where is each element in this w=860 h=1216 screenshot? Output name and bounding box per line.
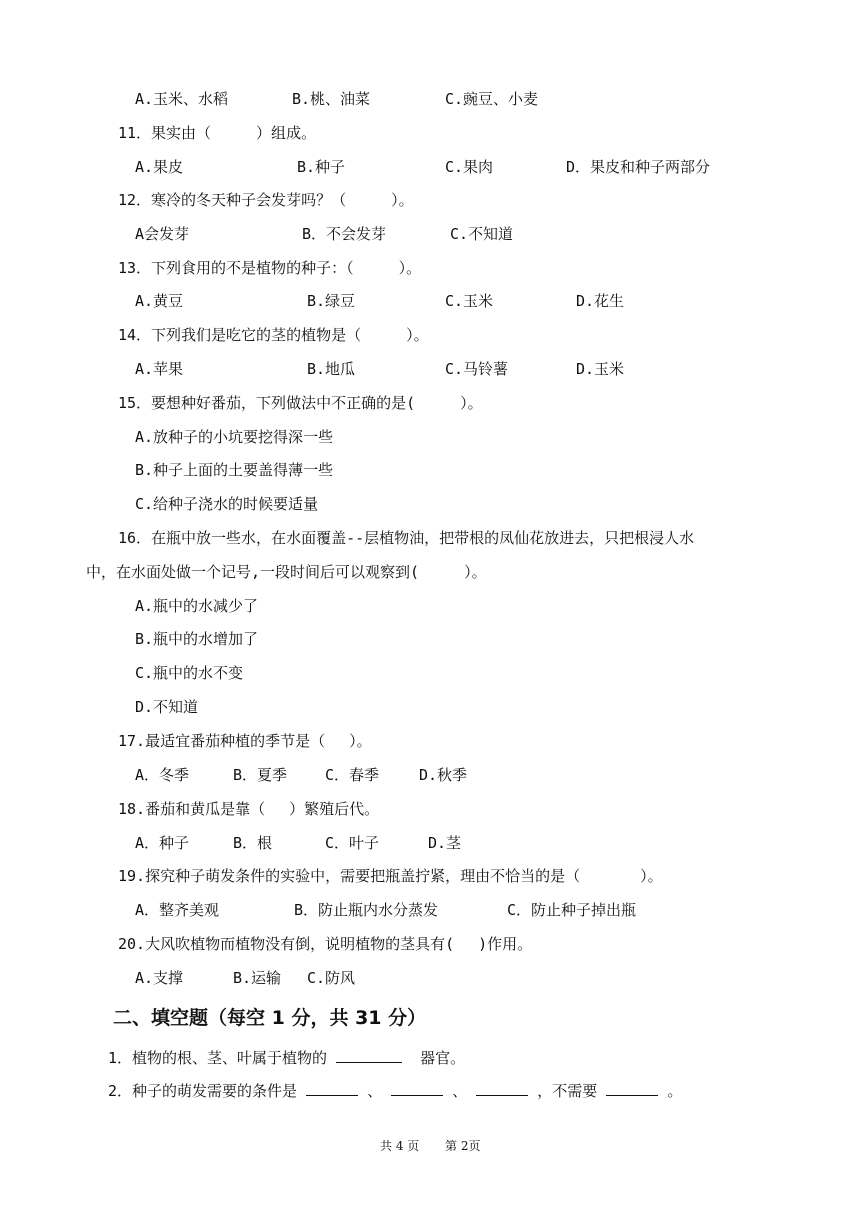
fill-question-1 — [108, 1048, 465, 1068]
q13-option-c: C.玉米 — [445, 292, 494, 310]
q15-option-a: A.放种子的小坑要挖得深一些 — [135, 428, 334, 446]
q14-option-d: D.玉米 — [576, 360, 625, 378]
q13-option-a: A.黄豆 — [135, 292, 184, 310]
q18-option-c: C．叶子 — [325, 834, 380, 852]
q14-option-b: B.地瓜 — [307, 360, 356, 378]
q17-option-a: A．冬季 — [135, 766, 190, 784]
q11-stem: 11．果实由（ ）组成。 — [118, 124, 317, 142]
q17-option-b: B．夏季 — [233, 766, 288, 784]
fill2-prefix: 2．种子的萌发需要的条件是 — [108, 1082, 298, 1100]
fill2-blank-1[interactable] — [306, 1081, 358, 1096]
q11-option-a: A.果皮 — [135, 158, 184, 176]
q12-stem: 12．寒冷的冬天种子会发芽吗？（ ）。 — [118, 191, 414, 209]
q17-option-c: C．春季 — [325, 766, 380, 784]
q11-option-b: B.种子 — [297, 158, 346, 176]
q12-option-b: B．不会发芽 — [302, 225, 387, 243]
q16-option-b: B.瓶中的水增加了 — [135, 630, 259, 648]
q18-stem: 18.番茄和黄瓜是靠（ ）繁殖后代。 — [118, 800, 380, 818]
q10-option-b: B.桃、油菜 — [292, 90, 371, 108]
page-footer-total: 共 4 页 — [380, 1139, 420, 1153]
q19-option-c: C．防止种子掉出瓶 — [507, 901, 637, 919]
q17-stem: 17.最适宜番茄种植的季节是（ ）。 — [118, 732, 372, 750]
q16-option-c: C.瓶中的水不变 — [135, 664, 244, 682]
q18-option-d: D.茎 — [428, 834, 462, 852]
q15-stem: 15．要想种好番茄，下列做法中不正确的是( ）。 — [118, 394, 483, 412]
q14-option-c: C.马铃薯 — [445, 360, 509, 378]
q16-option-d: D.不知道 — [135, 698, 199, 716]
section-heading-fill-in: 二、填空题（每空 1 分，共 31 分） — [113, 1007, 427, 1029]
q11-option-c: C.果肉 — [445, 158, 494, 176]
q14-stem: 14．下列我们是吃它的茎的植物是（ ）。 — [118, 326, 429, 344]
fill2-suffix: 。 — [667, 1082, 683, 1100]
fill1-suffix: 器官。 — [420, 1049, 466, 1067]
fill2-blank-2[interactable] — [391, 1081, 443, 1096]
q13-option-b: B.绿豆 — [307, 292, 356, 310]
q17-option-d: D.秋季 — [419, 766, 468, 784]
q20-stem: 20.大风吹植物而植物没有倒，说明植物的茎具有( )作用。 — [118, 935, 533, 953]
q20-option-a: A.支撑 — [135, 969, 184, 987]
fill1-prefix: 1．植物的根、茎、叶属于植物的 — [108, 1049, 328, 1067]
q13-stem: 13．下列食用的不是植物的种子：（ ）。 — [118, 259, 422, 277]
q18-option-b: B．根 — [233, 834, 273, 852]
q14-option-a: A.苹果 — [135, 360, 184, 378]
q10-option-c: C.豌豆、小麦 — [445, 90, 539, 108]
page-footer-current: 第 2页 — [445, 1139, 481, 1153]
q13-option-d: D.花生 — [576, 292, 625, 310]
q20-option-b: B.运输 — [233, 969, 282, 987]
q16-stem-line1: 16．在瓶中放一些水，在水面覆盖--层植物油，把带根的凤仙花放进去，只把根浸人水 — [118, 529, 695, 547]
q12-option-c: C.不知道 — [450, 225, 514, 243]
q19-option-a: A．整齐美观 — [135, 901, 220, 919]
q15-option-c: C.给种子浇水的时候要适量 — [135, 495, 319, 513]
q16-stem-line2: 中，在水面处做一个记号,一段时间后可以观察到( ）。 — [86, 563, 487, 581]
q15-option-b: B.种子上面的土要盖得薄一些 — [135, 461, 334, 479]
q18-option-a: A．种子 — [135, 834, 190, 852]
q11-option-d: D．果皮和种子两部分 — [566, 158, 711, 176]
q19-option-b: B．防止瓶内水分蒸发 — [294, 901, 439, 919]
fill2-sep-2: 、 — [452, 1082, 468, 1100]
q20-option-c: C.防风 — [307, 969, 356, 987]
q16-option-a: A.瓶中的水减少了 — [135, 597, 259, 615]
fill2-mid: ，不需要 — [537, 1082, 598, 1100]
q10-option-a: A.玉米、水稻 — [135, 90, 229, 108]
fill2-sep-1: 、 — [367, 1082, 383, 1100]
fill1-blank[interactable] — [336, 1048, 402, 1063]
fill2-blank-3[interactable] — [476, 1081, 528, 1096]
q12-option-a: A会发芽 — [135, 225, 190, 243]
fill-question-2 — [108, 1081, 682, 1101]
q19-stem: 19.探究种子萌发条件的实验中，需要把瓶盖拧紧，理由不恰当的是（ ）。 — [118, 867, 663, 885]
fill2-blank-4[interactable] — [606, 1081, 658, 1096]
